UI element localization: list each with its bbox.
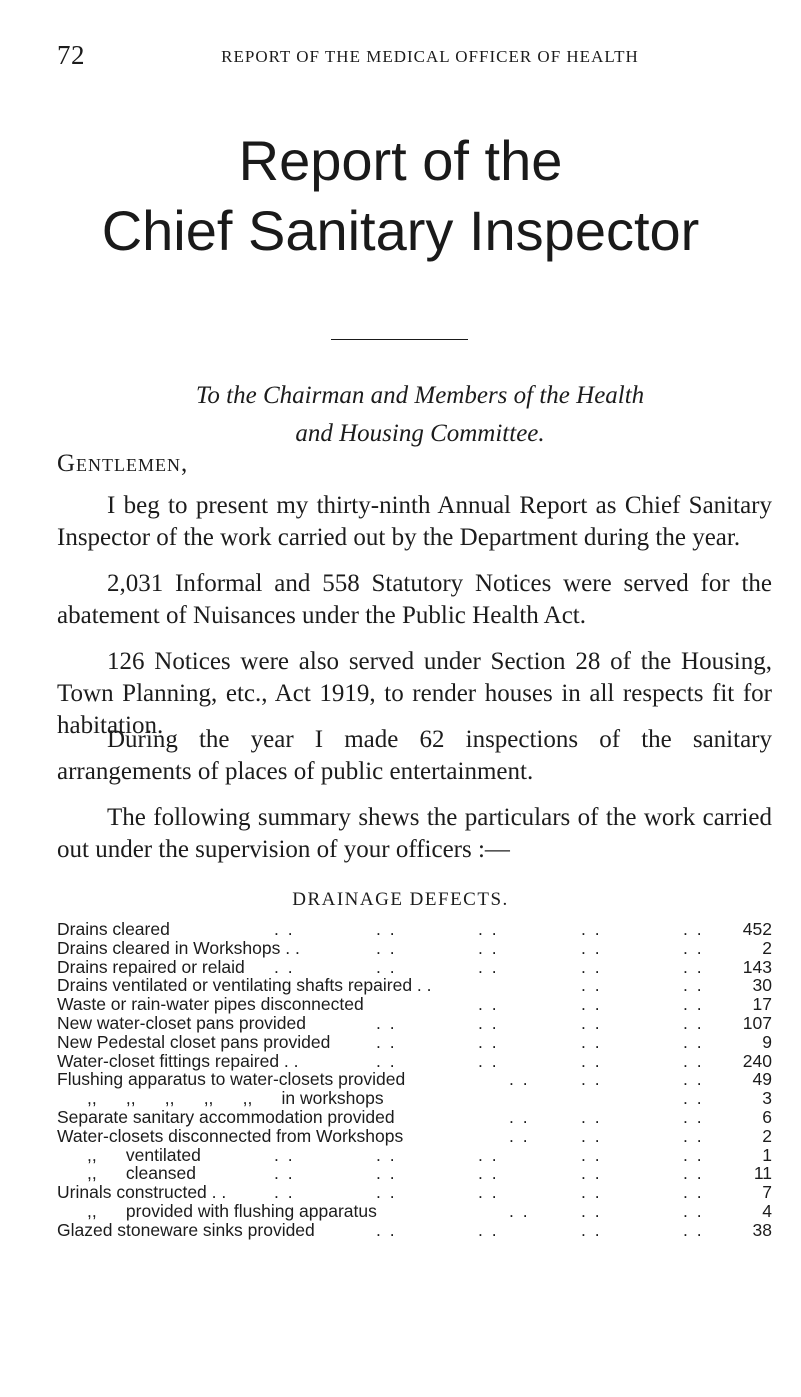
page-header xyxy=(57,40,773,70)
addressee-line-1: To the Chairman and Members of the Health xyxy=(195,382,645,409)
addressee xyxy=(100,377,740,453)
table-row: . . . . . . Separate sanitary accommodation provided 6 xyxy=(57,1106,772,1127)
row-value: 11 xyxy=(753,1163,772,1184)
row-label: ,, ventilated xyxy=(87,1144,201,1165)
table-row: . . . . . . . . . . Drains repaired or relaid 143 xyxy=(57,956,772,977)
row-label: Drains ventilated or ventilating shafts repaired . . xyxy=(57,975,432,996)
running-title: REPORT OF THE MEDICAL OFFICER OF HEALTH xyxy=(221,47,639,66)
row-label: New Pedestal closet pans provided xyxy=(57,1031,331,1052)
table-row: . . . . . . . . Water-closet fittings repaired . . 240 xyxy=(57,1050,772,1071)
drainage-defects-table xyxy=(57,920,772,1240)
row-value: 143 xyxy=(742,956,772,977)
row-label: New water-closet pans provided xyxy=(57,1012,307,1033)
row-value: 7 xyxy=(762,1182,772,1203)
row-label: Separate sanitary accommodation provided xyxy=(57,1106,395,1127)
row-value: 1 xyxy=(762,1144,772,1165)
row-label: ,, cleansed xyxy=(87,1163,196,1184)
addressee-line-2: and Housing Committee. xyxy=(295,420,545,447)
table-row: . . . . . . Waste or rain-water pipes disconnected 17 xyxy=(57,994,772,1015)
row-value: 49 xyxy=(752,1069,772,1090)
row-value: 17 xyxy=(752,994,772,1015)
row-label: Urinals constructed . . xyxy=(57,1182,227,1203)
table-row: . . . . . . . . Glazed stoneware sinks provided 38 xyxy=(57,1219,772,1240)
row-label: Water-closets disconnected from Workshops xyxy=(57,1125,404,1146)
table-row: . . . . . . . . . . Urinals constructed . . 7 xyxy=(57,1182,772,1203)
row-value: 452 xyxy=(742,919,772,939)
row-value: 240 xyxy=(742,1050,772,1071)
table-row: . . . . . . . . Drains cleared in Workshops . . 2 xyxy=(57,937,772,958)
section-heading-drainage-defects: DRAINAGE DEFECTS. xyxy=(292,889,509,910)
table-row: . . . . . . ,, provided with flushing apparatus 4 xyxy=(87,1200,772,1221)
paragraph-housing-notices: 126 Notices were also served under Section 28 of the Housing, Town Planning, etc., Act 1919, to render houses in all respects fit for habitation. xyxy=(57,648,772,739)
row-value: 107 xyxy=(742,1012,772,1033)
row-value: 4 xyxy=(762,1200,772,1221)
row-value: 3 xyxy=(762,1088,772,1109)
row-value: 30 xyxy=(752,975,772,996)
row-label: Waste or rain-water pipes disconnected xyxy=(57,994,364,1015)
table-row: . . . . . . Water-closets disconnected from Workshops 2 xyxy=(57,1125,772,1146)
table-row: . . . . Drains ventilated or ventilating shafts repaired . . 30 xyxy=(57,975,772,996)
row-value: 2 xyxy=(762,937,772,958)
report-title-line-1: Report of the xyxy=(238,129,563,192)
paragraph-notices: 2,031 Informal and 558 Statutory Notices were served for the abatement of Nuisances under the Public Health Act. xyxy=(57,570,772,629)
row-value: 2 xyxy=(762,1125,772,1146)
row-label: Drains repaired or relaid xyxy=(57,956,245,977)
row-label: ,, provided with flushing apparatus xyxy=(87,1200,377,1221)
row-value: 9 xyxy=(762,1031,772,1052)
table-row: . . . . . . . . . . ,, ventilated 1 xyxy=(87,1144,772,1165)
table-row: . . . . . . . . New water-closet pans provided 107 xyxy=(57,1012,772,1033)
row-value: 6 xyxy=(762,1106,772,1127)
paragraph-summary-intro: The following summary shews the particulars of the work carried out under the supervision of your officers :— xyxy=(57,804,772,863)
paragraph-report-intro: I beg to present my thirty-ninth Annual Report as Chief Sanitary Inspector of the work carried out by the Department during the year. xyxy=(57,492,772,551)
table-row: . . . . . . . . . . Drains cleared 452 xyxy=(57,919,772,939)
table-row: . . . . . . . . . . ,, cleansed 11 xyxy=(87,1163,772,1184)
row-label: Drains cleared xyxy=(57,919,170,939)
report-title-line-2: Chief Sanitary Inspector xyxy=(101,199,700,262)
page-number: 72 xyxy=(57,40,85,70)
table-row: . . . . . . . . New Pedestal closet pans provided 9 xyxy=(57,1031,772,1052)
row-label: Flushing apparatus to water-closets provided xyxy=(57,1069,406,1090)
row-label: Drains cleared in Workshops . . xyxy=(57,937,300,958)
row-label: ,, ,, ,, ,, ,, in workshops xyxy=(87,1088,384,1109)
table-row: . . ,, ,, ,, ,, ,, in workshops 3 xyxy=(87,1088,772,1109)
title-divider xyxy=(331,339,468,340)
row-value: 38 xyxy=(752,1219,772,1240)
row-label: Water-closet fittings repaired . . xyxy=(57,1050,299,1071)
paragraph-inspections: During the year I made 62 inspections of the sanitary arrangements of places of public entertainment. xyxy=(57,726,772,785)
table-row: . . . . . . Flushing apparatus to water-closets provided 49 xyxy=(57,1069,772,1090)
row-label: Glazed stoneware sinks provided xyxy=(57,1219,315,1240)
salutation: Gentlemen, xyxy=(57,450,189,477)
